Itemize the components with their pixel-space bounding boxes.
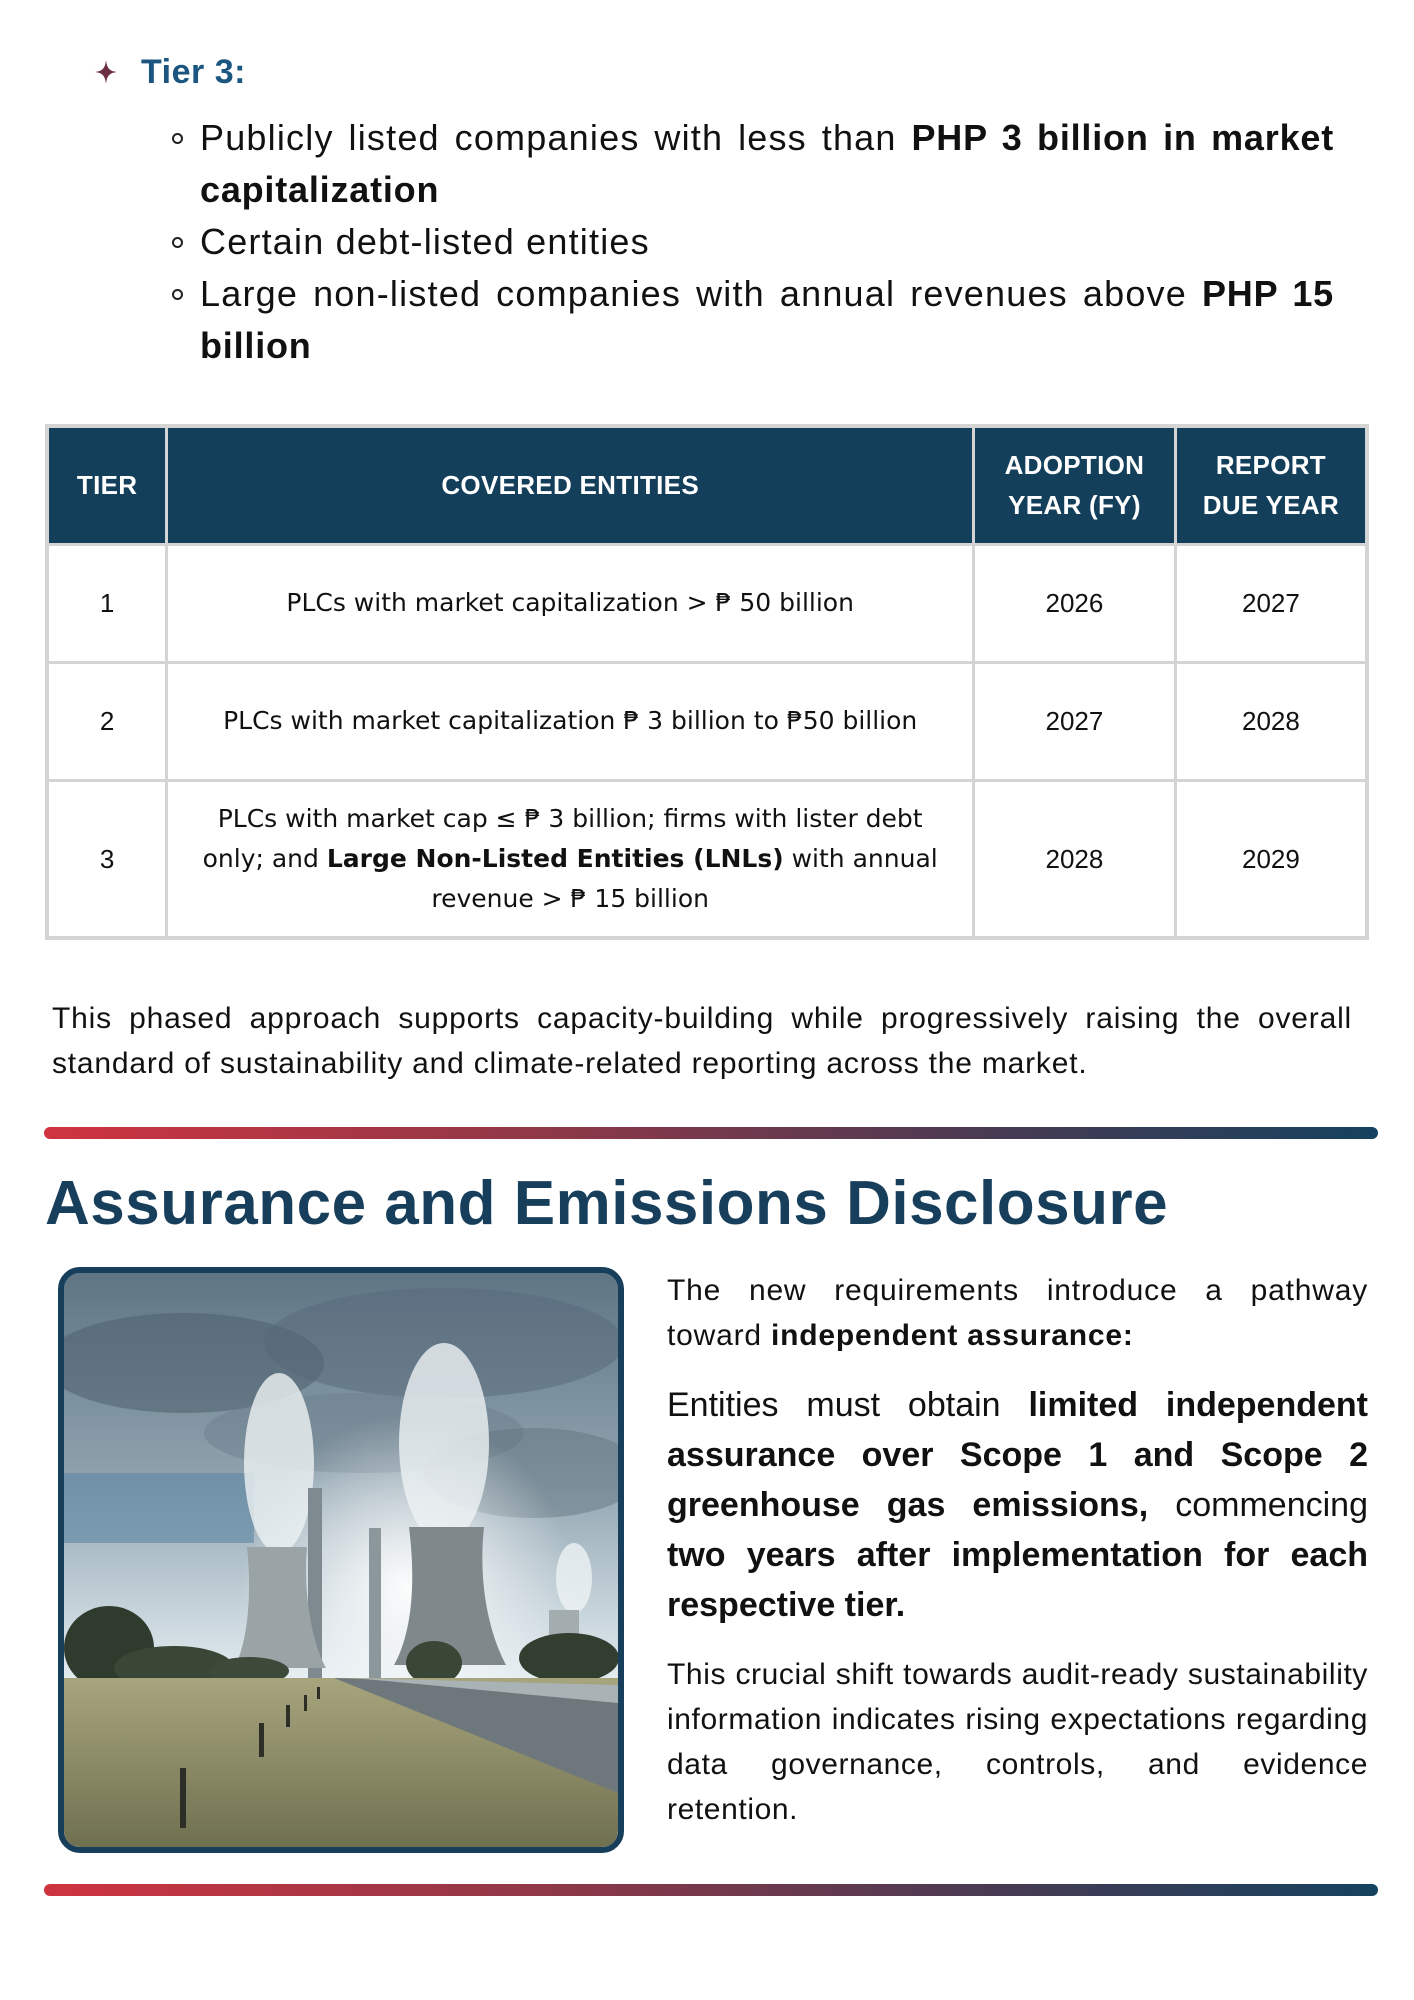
four-point-star-icon bbox=[95, 60, 117, 84]
assurance-requirement-paragraph: Entities must obtain limited independent assurance over Scope 1 and Scope 2 greenhouse gas emissions, commencing two years after implementation for each respective tier. bbox=[667, 1386, 1369, 1624]
header-report-due-year: REPORT DUE YEAR bbox=[1175, 426, 1367, 544]
gradient-divider bbox=[44, 1127, 1378, 1139]
cell-tier: 1 bbox=[47, 544, 167, 662]
phased-approach-paragraph: This phased approach supports capacity-building while progressively raising the overall standard of sustainability and climate-related reporting across the market. bbox=[52, 1002, 1352, 1080]
header-tier: TIER bbox=[47, 426, 167, 544]
table-row bbox=[47, 780, 1367, 938]
assurance-intro-paragraph: The new requirements introduce a pathway toward independent assurance: bbox=[667, 1274, 1368, 1352]
cell-report-due-year: 2027 bbox=[1175, 544, 1367, 662]
power-plant-image-icon bbox=[64, 1273, 618, 1847]
gradient-divider bbox=[44, 1884, 1378, 1896]
cell-report-due-year: 2029 bbox=[1175, 780, 1367, 938]
tier-3-heading bbox=[95, 52, 246, 92]
cell-covered-entities: PLCs with market cap ≤ ₱ 3 billion; firms with lister debt only; and Large Non-Listed Entities (LNLs) with annual revenue > ₱ 15 billion bbox=[167, 780, 974, 938]
bullet-item: Publicly listed companies with less than PHP 3 billion in market capitalization bbox=[168, 112, 1334, 216]
cell-tier: 3 bbox=[47, 780, 167, 938]
bullet-item: Certain debt-listed entities bbox=[168, 216, 1334, 268]
section-title: Assurance and Emissions Disclosure bbox=[45, 1169, 1169, 1238]
cell-adoption-year: 2026 bbox=[974, 544, 1176, 662]
hollow-circle-bullet-icon bbox=[172, 133, 183, 144]
table-row bbox=[47, 662, 1367, 780]
assurance-text-column bbox=[667, 1268, 1368, 1832]
bullet-item: Large non-listed companies with annual revenues above PHP 15 billion bbox=[168, 268, 1334, 372]
cell-tier: 2 bbox=[47, 662, 167, 780]
cell-adoption-year: 2028 bbox=[974, 780, 1176, 938]
hollow-circle-bullet-icon bbox=[172, 289, 183, 300]
power-plant-photo bbox=[58, 1267, 624, 1853]
hollow-circle-bullet-icon bbox=[172, 237, 183, 248]
cell-covered-entities: PLCs with market capitalization ₱ 3 billion to ₱50 billion bbox=[167, 662, 974, 780]
cell-covered-entities: PLCs with market capitalization > ₱ 50 billion bbox=[167, 544, 974, 662]
cell-report-due-year: 2028 bbox=[1175, 662, 1367, 780]
table-header-row bbox=[47, 426, 1367, 544]
header-adoption-year: ADOPTION YEAR (FY) bbox=[974, 426, 1176, 544]
header-covered-entities: COVERED ENTITIES bbox=[167, 426, 974, 544]
table-row bbox=[47, 544, 1367, 662]
tier-adoption-table bbox=[45, 424, 1369, 940]
tier-title: Tier 3: bbox=[141, 52, 246, 91]
tier-3-bullet-list bbox=[168, 112, 1334, 372]
audit-ready-shift-paragraph: This crucial shift towards audit-ready sustainability information indicates rising expectations regarding data governance, controls, and evidence retention. bbox=[667, 1658, 1368, 1826]
cell-adoption-year: 2027 bbox=[974, 662, 1176, 780]
